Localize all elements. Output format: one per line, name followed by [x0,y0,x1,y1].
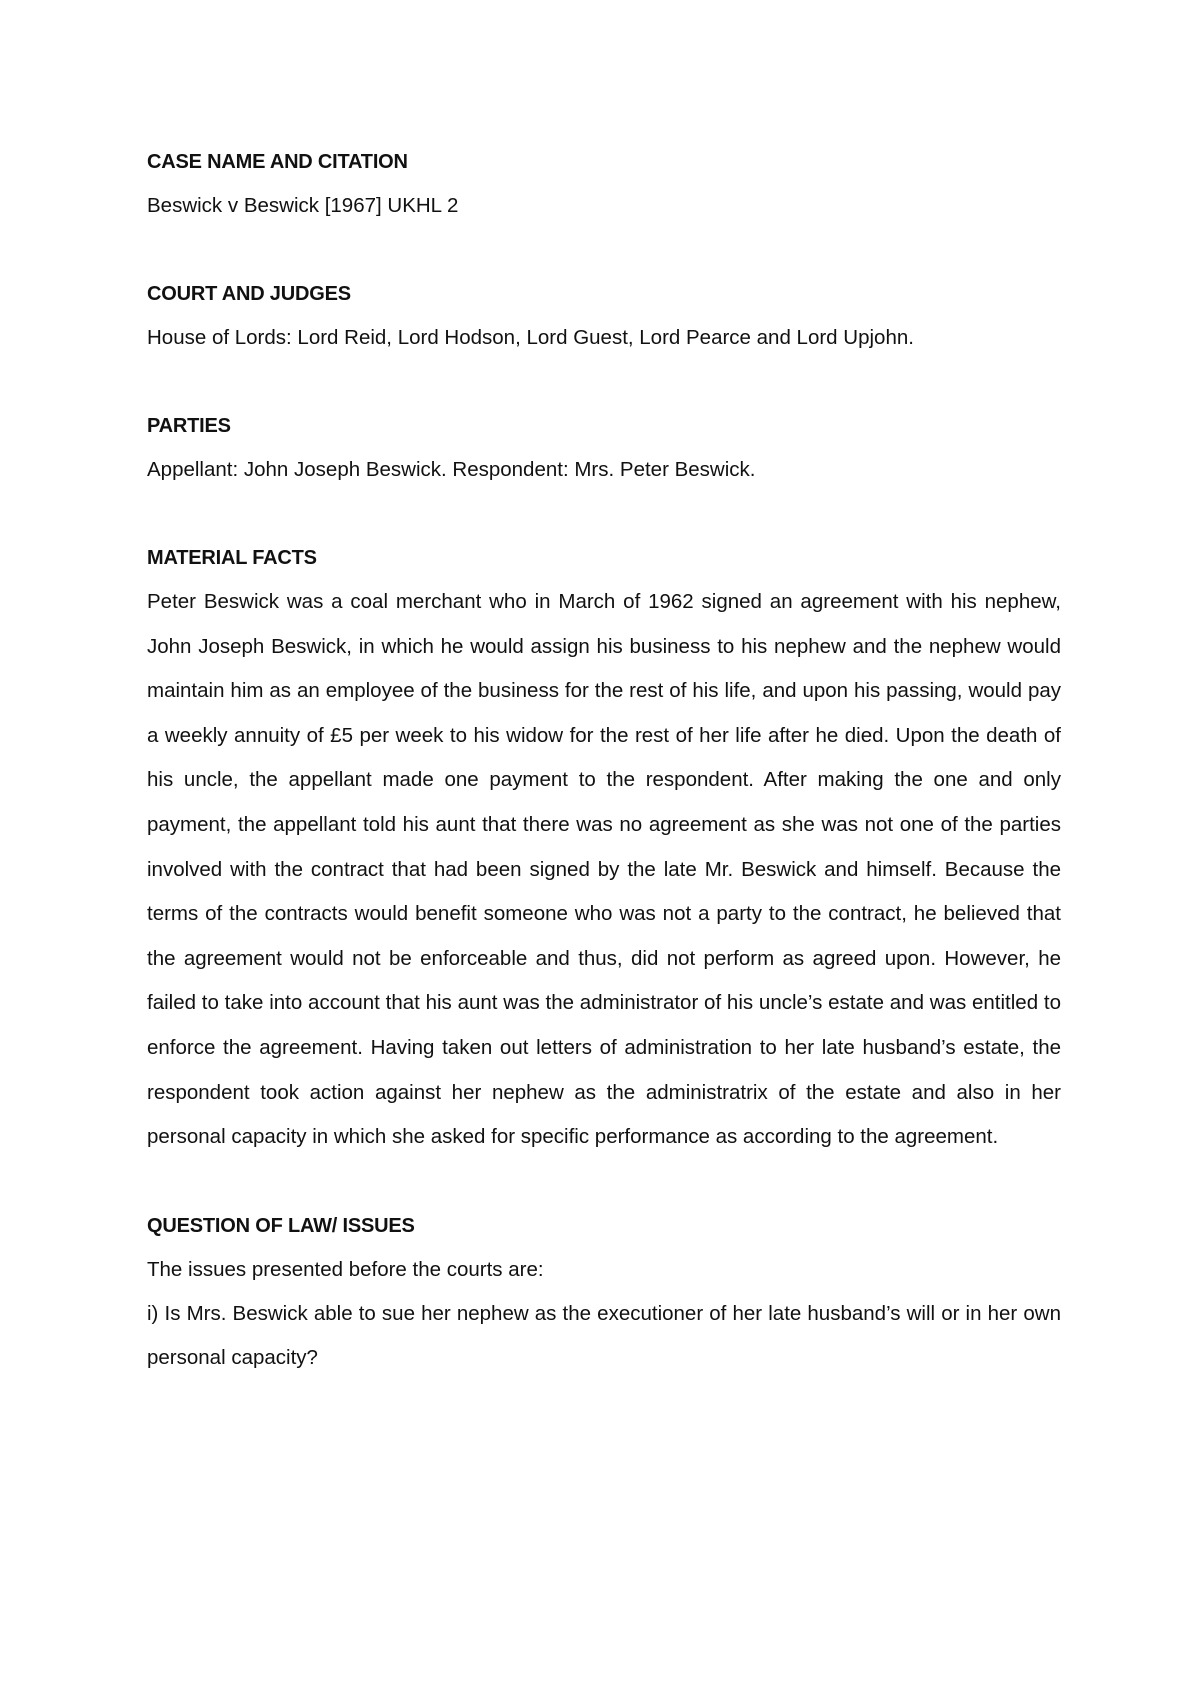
facts-heading: MATERIAL FACTS [147,547,317,569]
case-name-text: Beswick v Beswick [1967] UKHL 2 [147,194,459,217]
facts-paragraph: Peter Beswick was a coal merchant who in March of 1962 signed an agreement with his nephew, John Joseph Beswick, in which he would assign his business to his nephew and the nephew would maintain him as an employee of the business for the rest of his life, and upon his passing, would pay a weekly annuity of £5 per week to his widow for the rest of her life after he died. Upon the death of his uncle, the appellant made one payment to the respondent. After making the one and only payment, the appellant told his aunt that there was no agreement as she was not one of the parties involved with the contract that had been signed by the late Mr. Beswick and himself. Because the terms of the contracts would benefit someone who was not a party to the contract, he believed that the agreement would not be enforceable and thus, did not perform as agreed upon. However, he failed to take into account that his aunt was the administrator of his uncle’s estate and was entitled to enforce the agreement. Having taken out letters of administration to her late husband’s estate, the respondent took action against her nephew as the administratrix of the estate and also in her personal capacity in which she asked for specific performance as according to the agreement. [147,590,1061,1149]
court-heading: COURT AND JUDGES [147,283,351,305]
issues-item-1: i) Is Mrs. Beswick able to sue her nephew as the executioner of her late husband’s will or in her own personal capacity? [147,1301,1061,1370]
parties-heading: PARTIES [147,415,231,437]
spacer [147,360,1061,404]
document-body [147,140,1061,1381]
spacer [147,228,1061,272]
spacer [147,492,1061,536]
parties-text: Appellant: John Joseph Beswick. Respondent: Mrs. Peter Beswick. [147,458,756,481]
court-text: House of Lords: Lord Reid, Lord Hodson, Lord Guest, Lord Pearce and Lord Upjohn. [147,326,914,349]
issues-heading: QUESTION OF LAW/ ISSUES [147,1214,415,1237]
spacer [147,1160,1061,1204]
issues-intro: The issues presented before the courts are: [147,1257,544,1281]
case-name-heading: CASE NAME AND CITATION [147,151,408,173]
